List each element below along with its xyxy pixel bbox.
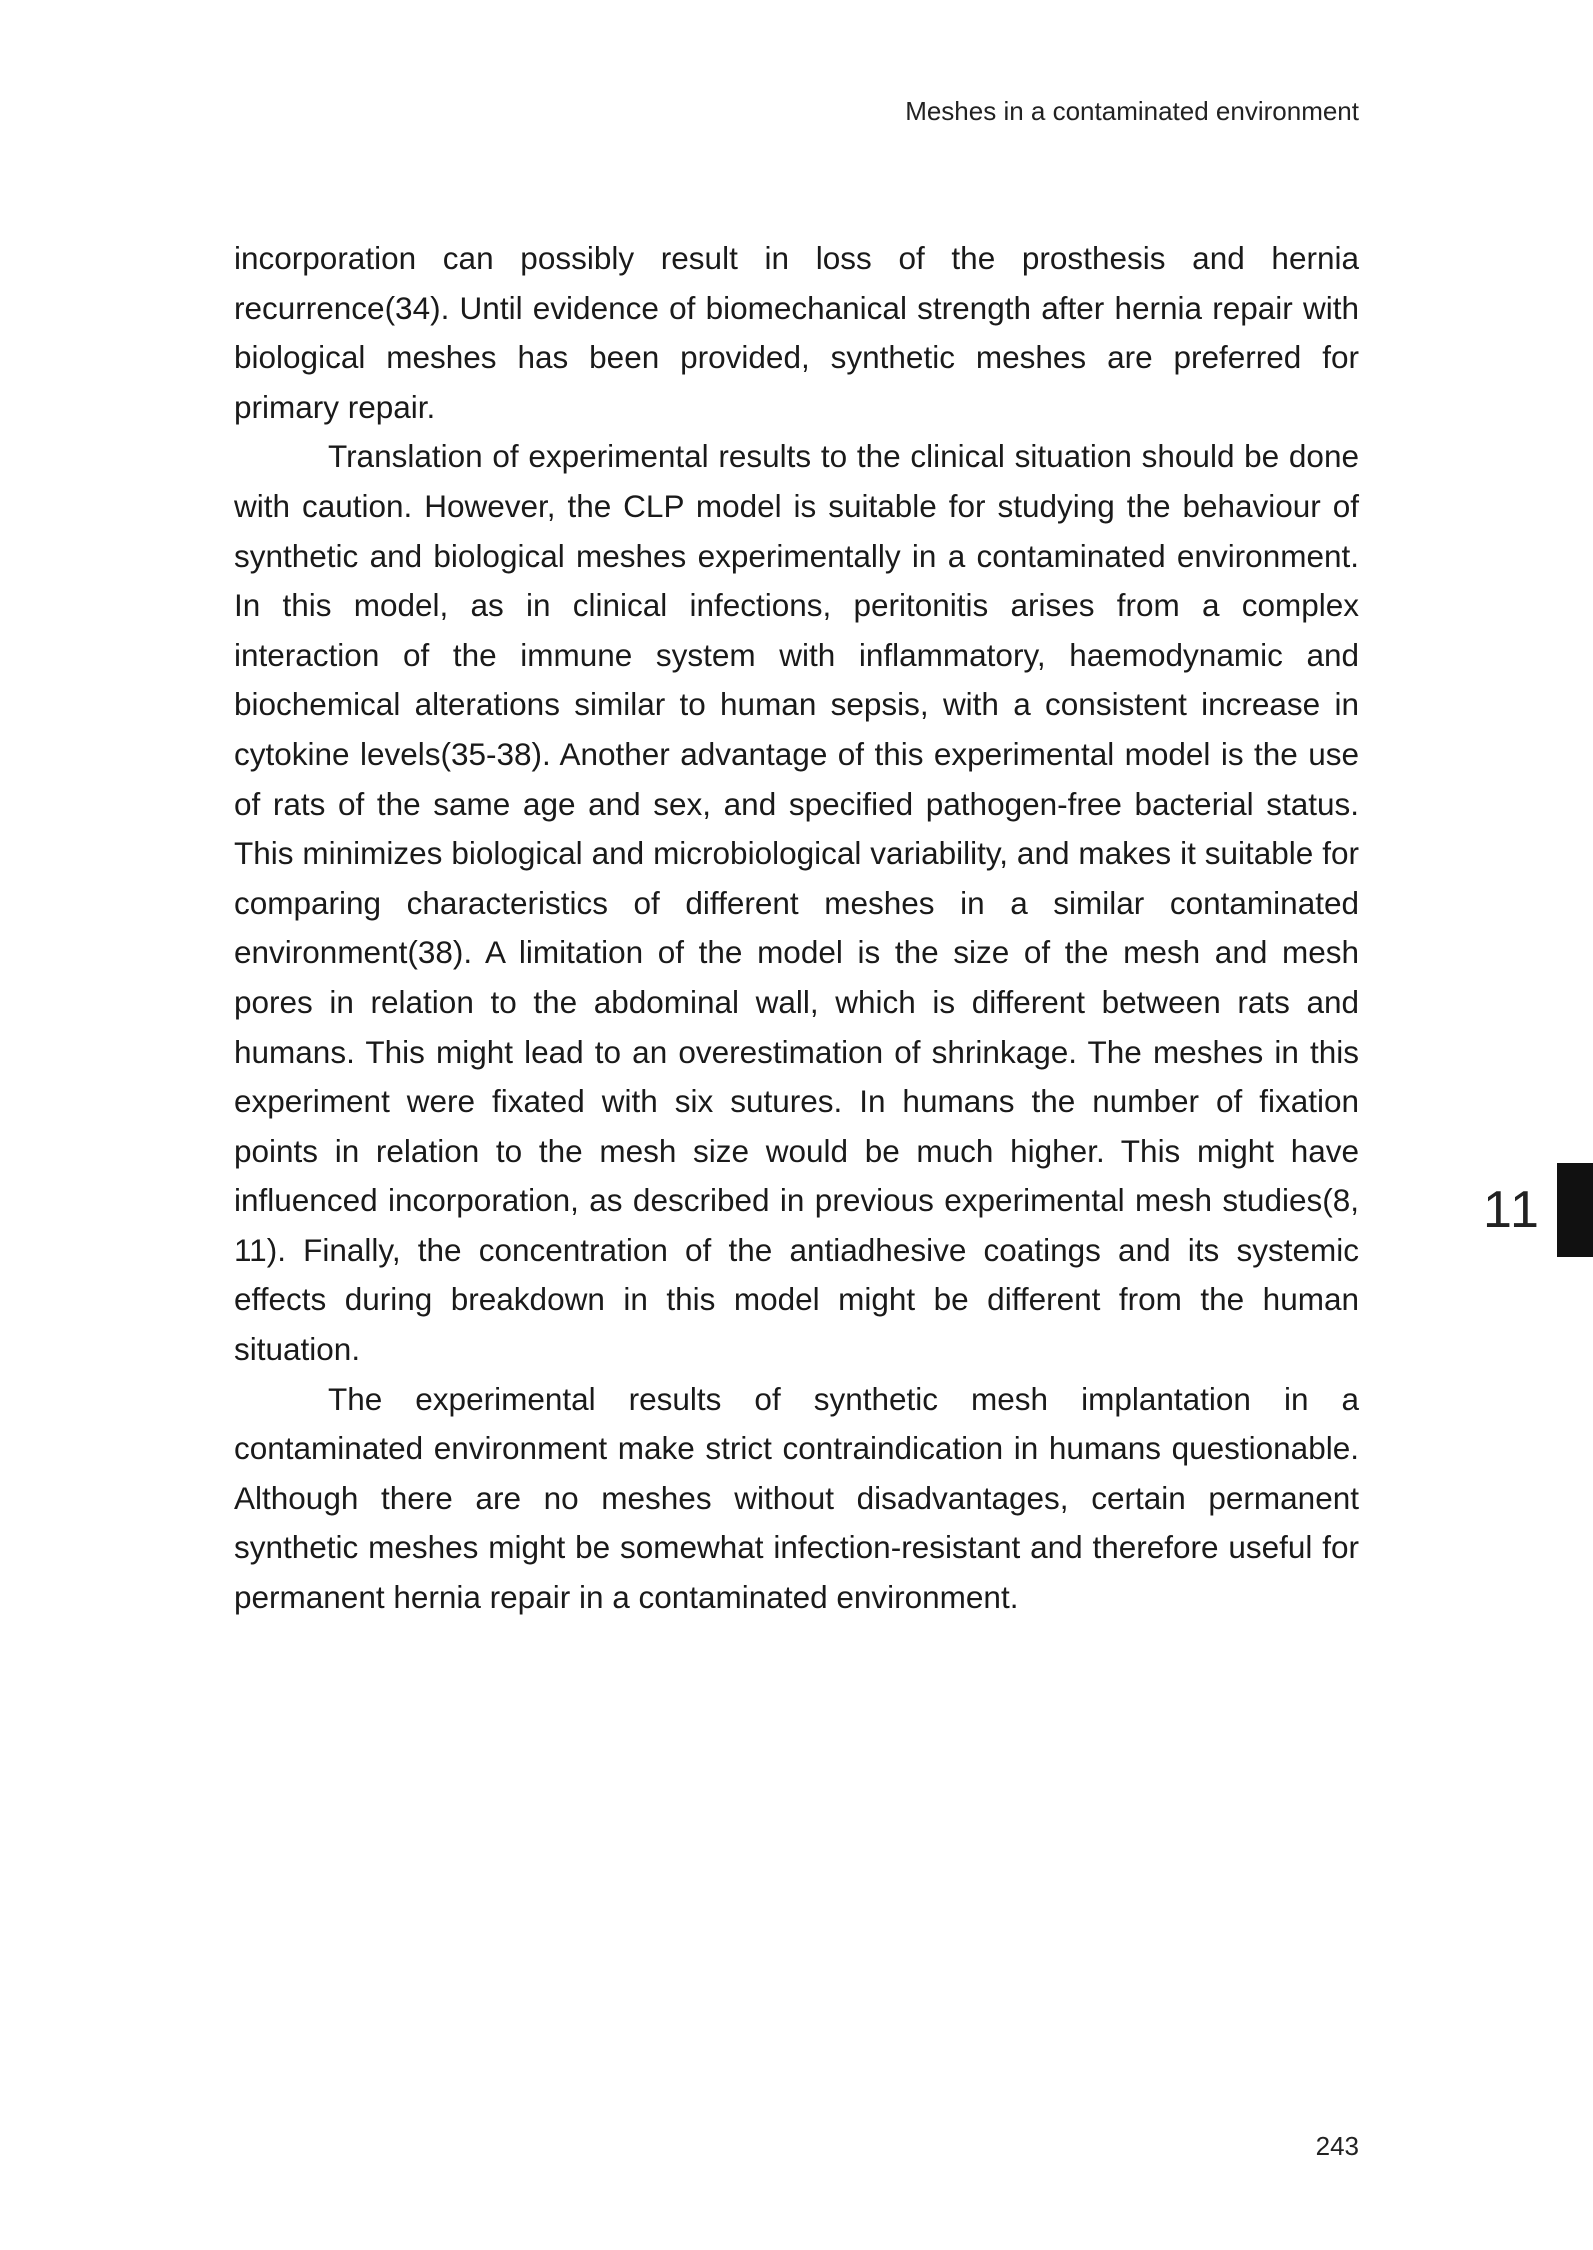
chapter-number: 11 [1483,1181,1541,1239]
paragraph: Translation of experimental results to the clinical situation should be done with caution. However, the CLP model is suitable for studying the behaviour of synthetic and biological meshes experimentally in a contaminated environment. In this model, as in clinical infections, peritonitis arises from a complex interaction of the immune system with inflammatory, haemodynamic and biochemical alterations similar to human sepsis, with a consistent increase in cytokine levels(35-38). Another advantage of this experimental model is the use of rats of the same age and sex, and specified pathogen-free bacterial status. This minimizes biological and microbiological variability, and makes it suitable for comparing characteristics of different meshes in a similar contaminated environment(38). A limitation of the model is the size of the mesh and mesh pores in relation to the abdominal wall, which is different between rats and humans. This might lead to an overestimation of shrinkage. The meshes in this experiment were fixated with six sutures. In humans the number of fixation points in relation to the mesh size would be much higher. This might have influenced incorporation, as described in previous experimental mesh studies(8, 11). Finally, the concentration of the antiadhesive coatings and its systemic effects during breakdown in this model might be different from the human situation. [234,438,1359,1368]
page-number: 243 [1315,2131,1359,2161]
running-header: Meshes in a contaminated environment [905,96,1359,126]
chapter-thumb-tab [1557,1163,1593,1257]
body-text [234,234,1359,1623]
paragraph: The experimental results of synthetic mesh implantation in a contaminated environment make strict contraindication in humans questionable. Although there are no meshes without disadvantages, certain permanent synthetic meshes might be somewhat infection-resistant and therefore useful for permanent hernia repair in a contaminated environment. [234,1380,1359,1616]
paragraph: incorporation can possibly result in loss of the prosthesis and hernia recurrence(34). Until evidence of biomechanical strength after hernia repair with biological meshes has been provided, synthetic meshes are preferred for primary repair. [234,240,1359,425]
